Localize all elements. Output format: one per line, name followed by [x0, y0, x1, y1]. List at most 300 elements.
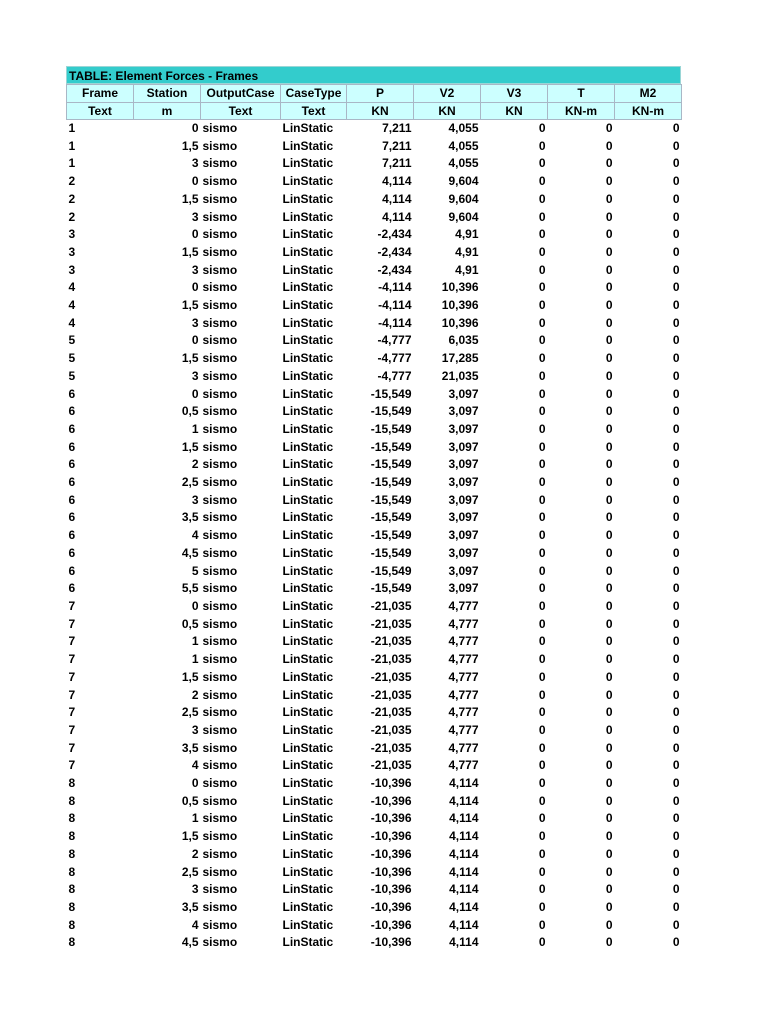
cell-p: -10,396	[370, 935, 412, 950]
cell-m2: 0	[672, 439, 680, 454]
cell-v2: 3,097	[448, 510, 479, 525]
header-p: P	[347, 85, 414, 103]
cell-outputcase: sismo	[202, 298, 238, 313]
cell-frame: 8	[68, 829, 76, 844]
cell-frame: 1	[68, 156, 76, 171]
cell-p: -4,777	[377, 333, 412, 348]
cell-outputcase: sismo	[202, 386, 238, 401]
cell-v3: 0	[538, 634, 546, 649]
cell-m2: 0	[672, 882, 680, 897]
cell-t: 0	[605, 917, 613, 932]
cell-v3: 0	[538, 846, 546, 861]
table-row	[67, 828, 682, 846]
cell-casetype: LinStatic	[282, 510, 334, 525]
cell-station: 3	[191, 315, 199, 330]
cell-station: 2	[191, 457, 199, 472]
cell-frame: 7	[68, 740, 76, 755]
cell-outputcase: sismo	[202, 510, 238, 525]
cell-v3: 0	[538, 368, 546, 383]
cell-v3: 0	[538, 687, 546, 702]
cell-p: 7,211	[382, 156, 412, 171]
cell-casetype: LinStatic	[282, 475, 334, 490]
cell-p: -4,114	[378, 280, 412, 295]
cell-p: -10,396	[370, 882, 412, 897]
cell-t: 0	[605, 829, 613, 844]
cell-station: 0,5	[181, 793, 199, 808]
header-row	[67, 85, 682, 103]
cell-frame: 5	[68, 333, 76, 348]
table-row	[67, 669, 682, 687]
cell-station: 1	[191, 421, 199, 436]
cell-p: -10,396	[370, 811, 412, 826]
table-row	[67, 209, 682, 227]
cell-frame: 8	[68, 917, 76, 932]
header-outputcase: OutputCase	[201, 85, 281, 103]
cell-outputcase: sismo	[202, 616, 238, 631]
cell-casetype: LinStatic	[282, 191, 334, 206]
cell-t: 0	[605, 475, 613, 490]
cell-m2: 0	[672, 740, 680, 755]
cell-frame: 8	[68, 899, 76, 914]
cell-v2: 4,114	[449, 935, 479, 950]
cell-v3: 0	[538, 793, 546, 808]
cell-v2: 9,604	[448, 191, 479, 206]
table-row	[67, 580, 682, 598]
cell-frame: 6	[68, 581, 76, 596]
cell-t: 0	[605, 669, 613, 684]
cell-p: 4,114	[382, 174, 412, 189]
cell-casetype: LinStatic	[282, 882, 334, 897]
cell-casetype: LinStatic	[282, 386, 334, 401]
cell-frame: 7	[68, 616, 76, 631]
cell-t: 0	[605, 705, 613, 720]
cell-outputcase: sismo	[202, 563, 238, 578]
cell-p: -10,396	[370, 793, 412, 808]
cell-m2: 0	[672, 846, 680, 861]
table-row	[67, 899, 682, 917]
cell-station: 3	[191, 156, 199, 171]
cell-outputcase: sismo	[202, 581, 238, 596]
table-row	[67, 545, 682, 563]
cell-frame: 6	[68, 457, 76, 472]
cell-frame: 7	[68, 722, 76, 737]
cell-v3: 0	[538, 811, 546, 826]
cell-outputcase: sismo	[202, 244, 238, 259]
header-m2: M2	[615, 85, 682, 103]
cell-v2: 3,097	[448, 492, 479, 507]
cell-v2: 4,777	[448, 705, 479, 720]
cell-outputcase: sismo	[202, 404, 238, 419]
cell-v2: 3,097	[448, 545, 479, 560]
table-row	[67, 740, 682, 758]
cell-v3: 0	[538, 280, 546, 295]
cell-outputcase: sismo	[202, 191, 238, 206]
cell-m2: 0	[672, 598, 680, 613]
table-row	[67, 191, 682, 209]
cell-v2: 3,097	[448, 475, 479, 490]
cell-p: -21,035	[370, 598, 412, 613]
cell-m2: 0	[672, 722, 680, 737]
cell-outputcase: sismo	[202, 758, 238, 773]
cell-outputcase: sismo	[202, 439, 238, 454]
cell-t: 0	[605, 687, 613, 702]
cell-outputcase: sismo	[202, 421, 238, 436]
cell-p: -21,035	[370, 722, 412, 737]
cell-station: 3	[191, 368, 199, 383]
cell-t: 0	[605, 262, 613, 277]
cell-v2: 3,097	[448, 404, 479, 419]
cell-t: 0	[605, 156, 613, 171]
cell-frame: 5	[68, 351, 76, 366]
table-row	[67, 138, 682, 156]
cell-p: -10,396	[370, 899, 412, 914]
cell-outputcase: sismo	[202, 846, 238, 861]
table-row	[67, 244, 682, 262]
table-row	[67, 403, 682, 421]
cell-p: -2,434	[377, 244, 412, 259]
element-forces-sheet	[66, 66, 681, 952]
cell-v2: 3,097	[448, 457, 479, 472]
cell-v3: 0	[538, 333, 546, 348]
cell-v2: 4,777	[448, 616, 479, 631]
cell-t: 0	[605, 404, 613, 419]
cell-frame: 2	[68, 174, 76, 189]
cell-frame: 7	[68, 634, 76, 649]
cell-m2: 0	[672, 191, 680, 206]
cell-t: 0	[605, 227, 613, 242]
cell-v2: 4,055	[448, 121, 479, 135]
cell-casetype: LinStatic	[282, 421, 334, 436]
cell-outputcase: sismo	[202, 475, 238, 490]
cell-v2: 4,777	[448, 598, 479, 613]
cell-t: 0	[605, 421, 613, 436]
cell-frame: 8	[68, 776, 76, 791]
cell-outputcase: sismo	[202, 315, 238, 330]
table-row	[67, 757, 682, 775]
cell-station: 1,5	[181, 351, 199, 366]
cell-v3: 0	[538, 386, 546, 401]
table-row	[67, 368, 682, 386]
table-row	[67, 934, 682, 952]
cell-casetype: LinStatic	[282, 244, 334, 259]
cell-casetype: LinStatic	[282, 616, 334, 631]
cell-v3: 0	[538, 705, 546, 720]
cell-v3: 0	[538, 652, 546, 667]
cell-m2: 0	[672, 315, 680, 330]
table-row	[67, 262, 682, 280]
cell-casetype: LinStatic	[282, 669, 334, 684]
cell-v3: 0	[538, 457, 546, 472]
cell-v3: 0	[538, 545, 546, 560]
cell-frame: 6	[68, 404, 76, 419]
cell-v3: 0	[538, 191, 546, 206]
table-row	[67, 279, 682, 297]
cell-p: -4,114	[378, 298, 412, 313]
cell-t: 0	[605, 740, 613, 755]
table-row	[67, 332, 682, 350]
cell-station: 5,5	[181, 581, 199, 596]
cell-v2: 4,114	[449, 793, 479, 808]
cell-t: 0	[605, 280, 613, 295]
cell-t: 0	[605, 510, 613, 525]
table-row	[67, 474, 682, 492]
cell-v2: 6,035	[448, 333, 479, 348]
table-row	[67, 687, 682, 705]
cell-v3: 0	[538, 227, 546, 242]
cell-v3: 0	[538, 510, 546, 525]
cell-p: 4,114	[382, 191, 412, 206]
cell-outputcase: sismo	[202, 598, 238, 613]
cell-v3: 0	[538, 156, 546, 171]
cell-v2: 4,91	[455, 227, 479, 242]
cell-p: -10,396	[370, 829, 412, 844]
cell-v2: 9,604	[448, 174, 479, 189]
cell-casetype: LinStatic	[282, 563, 334, 578]
cell-m2: 0	[672, 333, 680, 348]
cell-v3: 0	[538, 829, 546, 844]
cell-m2: 0	[672, 528, 680, 543]
table-row	[67, 456, 682, 474]
cell-v3: 0	[538, 121, 546, 135]
cell-v3: 0	[538, 262, 546, 277]
cell-p: -4,114	[378, 315, 412, 330]
cell-station: 2	[191, 846, 199, 861]
cell-station: 4,5	[181, 935, 199, 950]
cell-m2: 0	[672, 351, 680, 366]
cell-outputcase: sismo	[202, 793, 238, 808]
cell-p: -21,035	[370, 758, 412, 773]
cell-casetype: LinStatic	[282, 156, 334, 171]
cell-t: 0	[605, 368, 613, 383]
cell-m2: 0	[672, 634, 680, 649]
header-t: T	[548, 85, 615, 103]
cell-casetype: LinStatic	[282, 351, 334, 366]
cell-v2: 3,097	[448, 439, 479, 454]
cell-frame: 8	[68, 882, 76, 897]
cell-v2: 4,114	[449, 811, 479, 826]
cell-outputcase: sismo	[202, 634, 238, 649]
cell-casetype: LinStatic	[282, 209, 334, 224]
cell-t: 0	[605, 846, 613, 861]
cell-station: 4	[191, 528, 199, 543]
cell-frame: 4	[68, 280, 76, 295]
cell-t: 0	[605, 386, 613, 401]
cell-casetype: LinStatic	[282, 262, 334, 277]
cell-m2: 0	[672, 581, 680, 596]
cell-m2: 0	[672, 899, 680, 914]
cell-station: 2,5	[181, 475, 199, 490]
cell-p: -2,434	[377, 262, 412, 277]
cell-casetype: LinStatic	[282, 899, 334, 914]
cell-v2: 10,396	[441, 280, 479, 295]
table-row	[67, 722, 682, 740]
cell-outputcase: sismo	[202, 209, 238, 224]
cell-v3: 0	[538, 298, 546, 313]
cell-station: 0	[191, 598, 199, 613]
cell-station: 5	[191, 563, 199, 578]
cell-frame: 8	[68, 864, 76, 879]
cell-frame: 6	[68, 492, 76, 507]
cell-casetype: LinStatic	[282, 829, 334, 844]
cell-station: 1,5	[181, 669, 199, 684]
cell-v3: 0	[538, 421, 546, 436]
cell-outputcase: sismo	[202, 156, 238, 171]
cell-m2: 0	[672, 280, 680, 295]
cell-casetype: LinStatic	[282, 528, 334, 543]
cell-frame: 5	[68, 368, 76, 383]
cell-p: -2,434	[377, 227, 412, 242]
cell-v2: 4,777	[448, 740, 479, 755]
unit-t: KN-m	[548, 103, 615, 120]
unit-outputcase: Text	[201, 103, 281, 120]
cell-frame: 8	[68, 935, 76, 950]
cell-station: 0	[191, 776, 199, 791]
table-row	[67, 509, 682, 527]
cell-station: 0	[191, 280, 199, 295]
header-v3: V3	[481, 85, 548, 103]
cell-v3: 0	[538, 492, 546, 507]
cell-outputcase: sismo	[202, 829, 238, 844]
cell-casetype: LinStatic	[282, 174, 334, 189]
cell-p: -15,549	[370, 404, 412, 419]
cell-outputcase: sismo	[202, 899, 238, 914]
cell-m2: 0	[672, 545, 680, 560]
cell-t: 0	[605, 528, 613, 543]
cell-casetype: LinStatic	[282, 227, 334, 242]
cell-v2: 10,396	[441, 315, 479, 330]
cell-v2: 17,285	[441, 351, 479, 366]
cell-p: -21,035	[370, 616, 412, 631]
cell-casetype: LinStatic	[282, 439, 334, 454]
cell-outputcase: sismo	[202, 333, 238, 348]
cell-t: 0	[605, 563, 613, 578]
cell-station: 3,5	[181, 899, 199, 914]
cell-casetype: LinStatic	[282, 864, 334, 879]
cell-frame: 6	[68, 510, 76, 525]
cell-t: 0	[605, 935, 613, 950]
cell-outputcase: sismo	[202, 351, 238, 366]
cell-v3: 0	[538, 209, 546, 224]
cell-frame: 7	[68, 598, 76, 613]
cell-frame: 4	[68, 298, 76, 313]
cell-frame: 8	[68, 846, 76, 861]
cell-station: 1,5	[181, 244, 199, 259]
cell-casetype: LinStatic	[282, 687, 334, 702]
cell-casetype: LinStatic	[282, 652, 334, 667]
cell-casetype: LinStatic	[282, 121, 334, 135]
cell-v3: 0	[538, 581, 546, 596]
table-row	[67, 917, 682, 935]
cell-station: 0	[191, 121, 199, 135]
cell-casetype: LinStatic	[282, 846, 334, 861]
cell-m2: 0	[672, 386, 680, 401]
table-row	[67, 563, 682, 581]
cell-p: -15,549	[370, 563, 412, 578]
cell-frame: 3	[68, 227, 76, 242]
cell-station: 3,5	[181, 510, 199, 525]
cell-station: 1	[191, 811, 199, 826]
cell-m2: 0	[672, 864, 680, 879]
cell-t: 0	[605, 634, 613, 649]
cell-t: 0	[605, 209, 613, 224]
cell-station: 2,5	[181, 864, 199, 879]
cell-v3: 0	[538, 244, 546, 259]
cell-v2: 4,114	[449, 776, 479, 791]
cell-p: -15,549	[370, 457, 412, 472]
cell-outputcase: sismo	[202, 722, 238, 737]
cell-m2: 0	[672, 811, 680, 826]
unit-frame: Text	[67, 103, 134, 120]
cell-station: 4	[191, 917, 199, 932]
table-row	[67, 598, 682, 616]
cell-outputcase: sismo	[202, 811, 238, 826]
cell-v3: 0	[538, 899, 546, 914]
table-row	[67, 226, 682, 244]
cell-station: 4,5	[181, 545, 199, 560]
table-body	[67, 120, 682, 953]
table-row	[67, 492, 682, 510]
table-row	[67, 810, 682, 828]
cell-v3: 0	[538, 315, 546, 330]
cell-m2: 0	[672, 917, 680, 932]
cell-p: -15,549	[370, 581, 412, 596]
cell-casetype: LinStatic	[282, 404, 334, 419]
cell-v3: 0	[538, 669, 546, 684]
cell-v3: 0	[538, 722, 546, 737]
cell-m2: 0	[672, 475, 680, 490]
cell-m2: 0	[672, 368, 680, 383]
cell-frame: 3	[68, 262, 76, 277]
cell-casetype: LinStatic	[282, 492, 334, 507]
cell-casetype: LinStatic	[282, 917, 334, 932]
cell-frame: 1	[68, 138, 76, 153]
cell-p: -15,549	[370, 386, 412, 401]
cell-v3: 0	[538, 404, 546, 419]
cell-outputcase: sismo	[202, 492, 238, 507]
table-row	[67, 864, 682, 882]
table-row	[67, 315, 682, 333]
cell-p: -10,396	[370, 917, 412, 932]
cell-v3: 0	[538, 882, 546, 897]
cell-v2: 3,097	[448, 386, 479, 401]
cell-v3: 0	[538, 864, 546, 879]
table-row	[67, 881, 682, 899]
cell-t: 0	[605, 174, 613, 189]
header-v2: V2	[414, 85, 481, 103]
cell-v3: 0	[538, 935, 546, 950]
cell-v3: 0	[538, 174, 546, 189]
cell-t: 0	[605, 492, 613, 507]
cell-p: -21,035	[370, 652, 412, 667]
cell-casetype: LinStatic	[282, 138, 334, 153]
cell-v2: 3,097	[448, 421, 479, 436]
cell-station: 1,5	[181, 138, 199, 153]
header-frame: Frame	[67, 85, 134, 103]
table-row	[67, 439, 682, 457]
cell-outputcase: sismo	[202, 457, 238, 472]
cell-outputcase: sismo	[202, 121, 238, 135]
cell-station: 3,5	[181, 740, 199, 755]
cell-m2: 0	[672, 156, 680, 171]
cell-v2: 4,114	[449, 864, 479, 879]
cell-v2: 4,777	[448, 687, 479, 702]
cell-m2: 0	[672, 209, 680, 224]
cell-m2: 0	[672, 616, 680, 631]
cell-frame: 7	[68, 652, 76, 667]
cell-v3: 0	[538, 351, 546, 366]
header-station: Station	[134, 85, 201, 103]
cell-outputcase: sismo	[202, 545, 238, 560]
